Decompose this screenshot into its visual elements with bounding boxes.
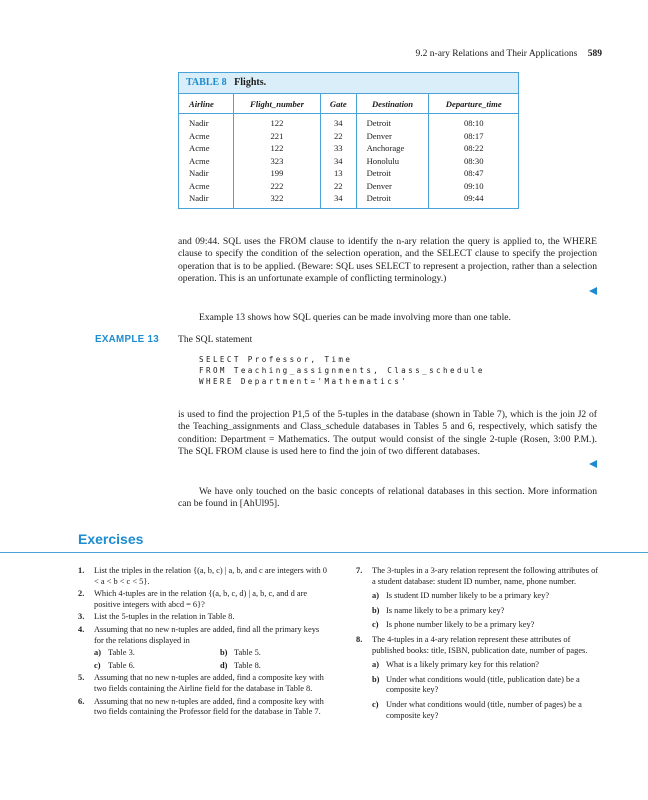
part-text: Table 3. [108,648,135,658]
exercise-item [78,673,330,694]
table-title-bar [179,73,518,94]
running-head-title: 9.2 n-ary Relations and Their Applications [415,49,578,59]
part-text: What is a likely primary key for this relation? [386,660,540,670]
exercise-number: 7. [356,566,363,575]
end-of-example-marker-icon [589,460,597,468]
table-row [179,167,518,180]
flights-table-box [178,72,519,209]
part-label: b) [220,648,228,658]
table-cell: 22 [321,180,357,193]
table-cell: Acme [179,155,233,168]
exercise-number: 4. [78,624,85,634]
exercise-part [204,648,330,659]
part-text: Is name likely to be a primary key? [386,605,505,615]
code-line: WHERE Department='Mathematics' [199,377,409,386]
table-row [179,155,518,168]
table-cell: 199 [233,167,320,180]
table-name: Flights. [234,77,267,88]
table-cell: 08:10 [463,118,484,129]
table-cell: 122 [233,142,320,155]
exercise-item [78,697,330,718]
paragraph-sql-clauses: and 09:44. SQL uses the FROM clause to identify the n-ary relation the query is applied to, the WHERE clause to specify the condition of the selection operation, and the SELECT clause to specify the projection operation that is to be applied. (Beware: SQL uses SELECT to represent a projection, rather than a selection operation. This is an unfortunate example of conflicting terminology.) [178,236,597,284]
part-label: c) [372,699,379,709]
table-row [179,130,518,143]
exercise-part [78,648,204,659]
table-cell: 08:30 [463,155,484,166]
exercise-number: 1. [78,566,85,575]
exercise-text: Assuming that no new n-tuples are added, find a composite key with two fields containing the Airline field for the database in Table 8. [94,673,324,693]
sql-code-block [199,354,485,387]
exercise-part [356,606,600,617]
exercise-item [78,612,330,623]
part-label: b) [372,674,380,684]
part-text: Table 6. [108,660,135,670]
exercise-item [356,566,600,587]
exercise-part [356,675,600,696]
part-label: b) [372,605,380,615]
exercise-text: Which 4-tuples are in the relation {(a, b, c, d) | a, b, c, and d are positive integers with abcd = 6}? [94,589,308,609]
part-label: a) [372,660,379,670]
paragraph-example-intro: Example 13 shows how SQL queries can be made involving more than one table. [199,312,511,323]
table-cell: 08:47 [463,168,484,179]
table-cell: Acme [179,130,233,143]
table-cell: 222 [233,180,320,193]
table-cell: 13 [321,167,357,180]
table-cell: 323 [233,155,320,168]
exercise-parts-row [78,661,330,672]
exercise-item [78,566,330,587]
table-cell: Detroit [356,114,429,130]
table-row [179,180,518,193]
table-cell: 08:17 [463,130,484,141]
table-cell: 22 [321,130,357,143]
exercise-number: 8. [356,634,363,644]
table-row [179,192,518,208]
exercise-text: Assuming that no new n-tuples are added, find all the primary keys for the relations displayed in [94,624,320,645]
table-cell: 34 [321,114,357,130]
exercise-text: List the 5-tuples in the relation in Table 8. [94,612,235,622]
column-header: Destination [356,94,429,114]
table-cell: 33 [321,142,357,155]
example-explanation: is used to find the projection P1,5 of the 5-tuples in the database (shown in Table 7), which is the join J2 of the Teaching_assignments and Class_schedule databases in Tables 5 and 6, respectively, which satisfy the condition: Department = Mathematics. The output would consist of the single 2-tuple (Rosen, 3:00 P.M.). The SQL FROM clause is used here to find the join of two different databases. [178,409,597,457]
exercise-number: 2. [78,589,85,599]
part-text: Under what conditions would (title, publication date) be a composite key? [386,674,580,695]
code-line: SELECT Professor, Time [199,355,353,364]
table-cell: 34 [321,192,357,208]
column-header: Gate [321,94,357,114]
paragraph-closing: We have only touched on the basic concepts of relational databases in this section. More information can be found in [AhUl95]. [178,486,597,510]
example-label: EXAMPLE 13 [95,334,159,345]
section-divider [0,552,648,553]
exercise-item [78,625,330,646]
exercise-text: Assuming that no new n-tuples are added, find a composite key with two fields containing the Professor field for the database in Table 7. [94,696,324,717]
table-row [179,114,518,130]
table-cell: Nadir [179,167,233,180]
exercise-part [356,660,600,671]
end-of-example-marker-icon [589,287,597,295]
table-cell: Nadir [179,114,233,130]
part-text: Is student ID number likely to be a primary key? [386,591,550,601]
table-cell: Denver [356,180,429,193]
part-label: d) [220,660,228,670]
part-text: Table 8. [234,660,261,670]
example-lead: The SQL statement [178,334,253,345]
table-cell: 09:10 [463,180,484,191]
table-cell: 08:22 [463,143,484,154]
exercise-text: The 3-tuples in a 3-ary relation represent the following attributes of a student database: student ID number, name, phone number. [372,566,599,586]
flights-table [179,94,518,208]
table-cell: Acme [179,180,233,193]
table-row [179,142,518,155]
table-cell: Detroit [356,192,429,208]
part-text: Under what conditions would (title, number of pages) be a composite key? [386,699,582,720]
exercises-right-column [356,566,600,725]
running-header [416,49,602,59]
table-cell: Detroit [356,167,429,180]
exercise-part [78,661,204,672]
table-cell: Nadir [179,192,233,208]
table-cell: 09:44 [463,193,484,204]
exercise-text: The 4-tuples in a 4-ary relation represent these attributes of published books: title, ISBN, publication date, number of pages. [372,634,588,655]
exercise-number: 6. [78,696,85,706]
table-header-row [179,94,518,114]
column-header: Departure_time [429,94,518,114]
exercise-item [78,589,330,610]
code-line: FROM Teaching_assignments, Class_schedule [199,366,485,375]
exercises-heading: Exercises [78,531,144,547]
part-label: c) [372,620,379,630]
table-cell: 221 [233,130,320,143]
table-cell: Acme [179,142,233,155]
part-text: Is phone number likely to be a primary key? [386,620,535,630]
table-cell: Anchorage [356,142,429,155]
exercise-part [204,661,330,672]
table-cell: 34 [321,155,357,168]
exercise-parts-row [78,648,330,659]
exercise-part [356,591,600,602]
exercise-item [356,635,600,656]
exercise-part [356,620,600,631]
part-label: c) [94,660,101,670]
page-number: 589 [587,49,602,59]
table-cell: Honolulu [356,155,429,168]
exercise-number: 3. [78,612,85,622]
exercise-number: 5. [78,673,85,683]
column-header: Airline [179,94,233,114]
table-cell: 122 [233,114,320,130]
table-cell: 322 [233,192,320,208]
table-label: TABLE 8 [186,77,227,88]
exercise-part [356,700,600,721]
exercises-left-column [78,566,330,720]
part-text: Table 5. [234,648,261,658]
part-label: a) [372,591,379,601]
part-label: a) [94,648,101,658]
column-header: Flight_number [233,94,320,114]
exercise-text: List the triples in the relation {(a, b, c) | a, b, and c are integers with 0 < a < b < c < 5}. [94,566,327,586]
table-cell: Denver [356,130,429,143]
